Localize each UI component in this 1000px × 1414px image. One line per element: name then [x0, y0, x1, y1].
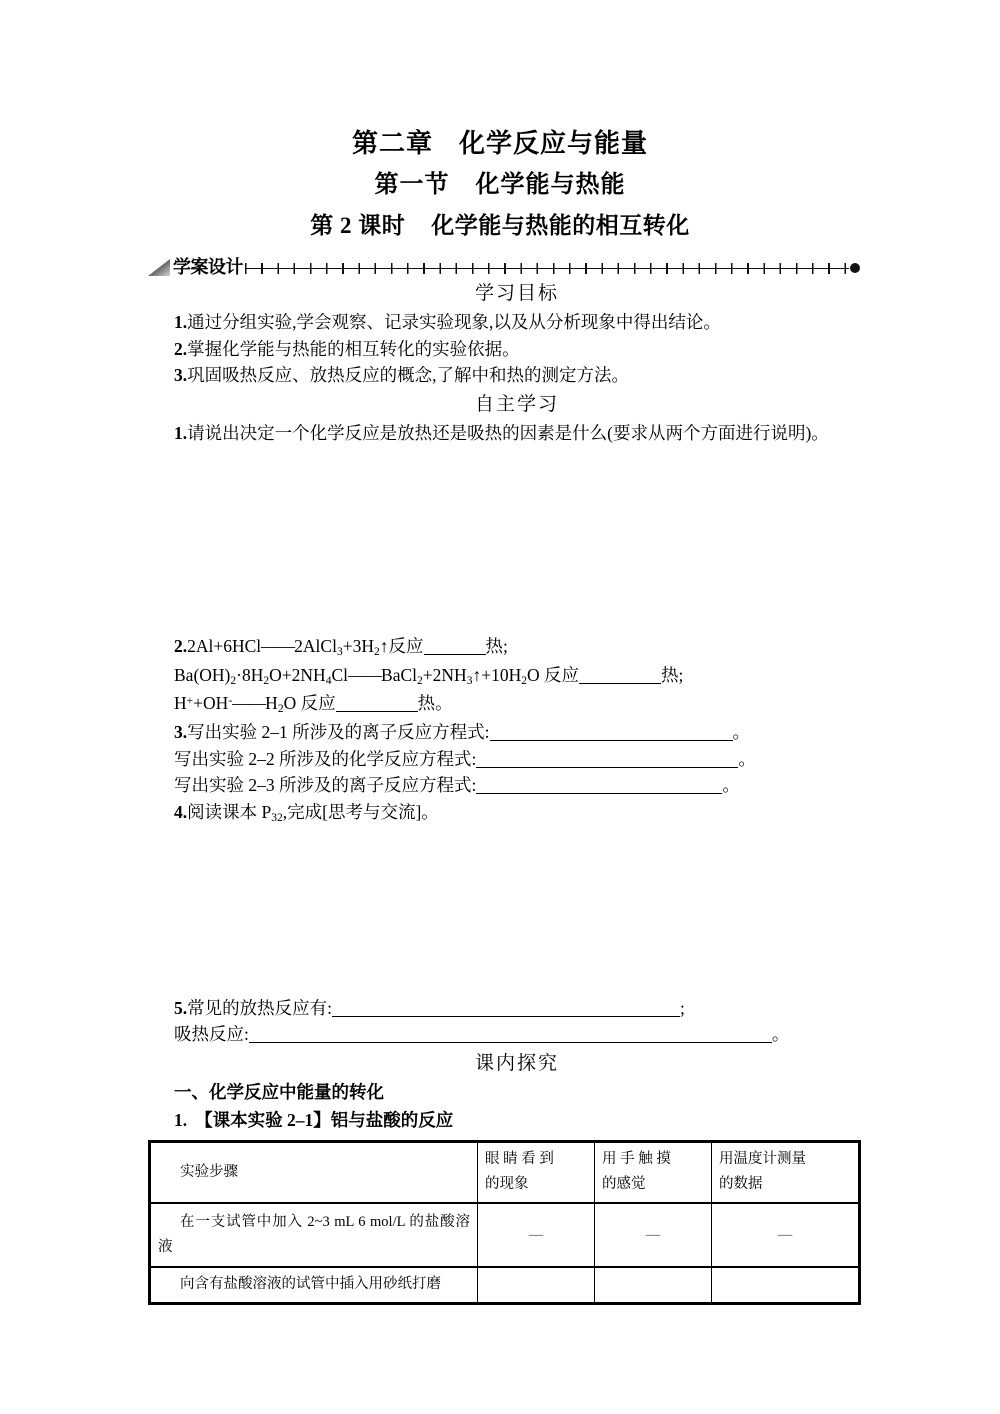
eq3-tail: 热。: [417, 693, 453, 714]
eq3-right-b: O 反应: [283, 693, 336, 714]
topic-text: 化学反应中能量的转化: [209, 1082, 384, 1103]
experiment-table: [148, 1140, 861, 1305]
eq2-right-c: ↑+10H: [472, 664, 522, 685]
blank-q5-line2[interactable]: [249, 1029, 772, 1043]
self-study-q2-eq1: [174, 633, 860, 662]
q2-number: 2.: [174, 635, 188, 656]
q5-number: 5.: [174, 997, 188, 1018]
eq2-right-b: +2NH: [422, 664, 467, 685]
table-cell-touch[interactable]: [595, 1267, 712, 1303]
table-cell-step: [150, 1203, 478, 1267]
self-study-q3-line1: [174, 719, 860, 746]
table-header-temperature-line2: 的数据: [719, 1176, 763, 1193]
eq2-arrow: ——: [348, 664, 382, 685]
eq2-tail: 热;: [661, 664, 684, 685]
table-header-observation: [478, 1141, 595, 1203]
eq3-left: H: [174, 693, 187, 714]
blank-q3-line2[interactable]: [476, 754, 738, 768]
eq2-right-d: O 反应: [527, 664, 580, 685]
table-row: [150, 1267, 860, 1303]
eq1-left: 2Al+6HCl: [187, 635, 262, 656]
eq2-left-d: Cl: [331, 664, 349, 685]
eq2-right-a-sub: 2: [417, 674, 423, 687]
objective-text: 巩固吸热反应、放热反应的概念,了解中和热的测定方法。: [187, 365, 629, 386]
q4-text-b: ,完成[思考与交流]。: [282, 802, 439, 823]
eq2-left-a: Ba(OH): [174, 664, 231, 685]
q5-line2-label: 吸热反应:: [174, 1024, 249, 1045]
q3-line3-label: 写出实验 2–3 所涉及的离子反应方程式:: [174, 775, 477, 796]
eq2-right-c-sub: 2: [521, 674, 528, 687]
self-study-heading: 自主学习: [474, 393, 559, 415]
eq3-right-a-sub: 2: [277, 703, 284, 716]
blank-q5-line1[interactable]: [332, 1003, 680, 1017]
eq2-right-b-sub: 3: [466, 674, 473, 687]
q3-number: 3.: [174, 722, 188, 743]
q3-line2-label: 写出实验 2–2 所涉及的化学反应方程式:: [174, 748, 477, 769]
eq1-right-b: +3H: [342, 635, 375, 656]
objective-number: 3.: [174, 365, 188, 386]
blank-eq2[interactable]: [579, 670, 661, 684]
table-header-row: [150, 1141, 860, 1203]
objective-text: 掌握化学能与热能的相互转化的实验依据。: [187, 338, 520, 359]
objective-item: [174, 336, 860, 363]
q3-line3-tail: 。: [722, 775, 740, 796]
eq1-arrow: ——: [261, 635, 295, 656]
blank-q3-line1[interactable]: [490, 727, 733, 741]
eq2-left-b: ·8H: [236, 664, 264, 685]
section-title-prefix: 第一节: [374, 171, 450, 198]
blank-q3-line3[interactable]: [476, 780, 722, 794]
self-study-q3-line2: [174, 746, 860, 773]
eq2-left-c-sub: 4: [325, 674, 332, 687]
eq1-tail: 热;: [485, 635, 508, 656]
eq2-left-c: O+2NH: [269, 664, 326, 685]
table-cell-temperature[interactable]: [712, 1267, 860, 1303]
answer-space-q4[interactable]: [174, 828, 860, 995]
table-header-temperature: [712, 1141, 860, 1203]
self-study-q2-eq3: [174, 690, 860, 719]
chapter-title-main: 化学反应与能量: [459, 129, 649, 158]
lesson-title: [0, 211, 1000, 241]
objective-item: [174, 309, 860, 336]
self-study-q5-line1: [174, 995, 860, 1022]
self-study-q4: [174, 799, 860, 828]
table-header-observation-line1: 眼 睛 看 到: [485, 1151, 554, 1168]
eq1-right-c: ↑反应: [379, 635, 424, 656]
title-block: [0, 0, 1000, 241]
eq3-left-sup: +: [186, 695, 194, 708]
table-header-touch-line2: 的感觉: [602, 1176, 646, 1193]
table-header-step-label: 实验步骤: [180, 1163, 238, 1180]
q4-number: 4.: [174, 802, 188, 823]
eq3-mid: +OH: [193, 693, 229, 714]
table-header-touch: [595, 1141, 712, 1203]
experiment-title-text: 【课本实验 2–1】铝与盐酸的反应: [195, 1109, 454, 1130]
eq3-mid-sup: -: [228, 695, 233, 708]
content-column: [148, 280, 860, 1134]
blank-eq3[interactable]: [336, 698, 418, 712]
q5-line2-tail: 。: [771, 1024, 790, 1045]
q1-text: 请说出决定一个化学反应是放热还是吸热的因素是什么(要求从两个方面进行说明)。: [187, 423, 829, 444]
lesson-title-main: 化学能与热能的相互转化: [431, 212, 690, 238]
experiment-number: 1.: [174, 1109, 188, 1130]
eq1-right-a: 2AlCl: [294, 635, 337, 656]
q3-line1-tail: 。: [732, 722, 750, 743]
eq1-right-a-sub: 3: [336, 646, 343, 659]
objectives-heading: 学习目标: [474, 282, 559, 304]
objective-number: 1.: [174, 312, 188, 333]
objective-number: 2.: [174, 338, 188, 359]
in-class-topic: [174, 1079, 860, 1106]
table-row: [150, 1203, 860, 1267]
answer-space-q1[interactable]: [174, 447, 860, 633]
gradient-triangle-icon: [148, 259, 170, 276]
filled-circle-marker: [850, 263, 860, 273]
q3-line1-label: 写出实验 2–1 所涉及的离子反应方程式:: [187, 722, 490, 743]
eq2-left-b-sub: 2: [263, 674, 270, 687]
objective-item: [174, 362, 860, 389]
section-title: [0, 170, 1000, 201]
self-study-q2-eq2: [174, 662, 860, 691]
blank-eq1[interactable]: [424, 641, 486, 655]
q5-line1-label: 常见的放热反应有:: [187, 997, 332, 1018]
table-header-touch-line1: 用 手 触 摸: [602, 1151, 671, 1168]
table-header-temperature-line1: 用温度计测量: [719, 1151, 806, 1168]
table-cell-touch[interactable]: —: [595, 1203, 712, 1267]
table-cell-observation[interactable]: —: [478, 1203, 595, 1267]
table-cell-step-text: 向含有盐酸溶液的试管中插入用砂纸打磨: [180, 1276, 441, 1293]
self-study-q1: [174, 420, 860, 447]
chapter-title: [0, 128, 1000, 161]
self-study-q5-line2: [174, 1021, 860, 1048]
q4-text-a: 阅读课本 P: [187, 802, 272, 823]
self-study-q3-line3: [174, 772, 860, 799]
table-cell-step: [150, 1267, 478, 1303]
experiment-table-wrapper: [148, 1140, 860, 1305]
objective-text: 通过分组实验,学会观察、记录实验现象,以及从分析现象中得出结论。: [187, 312, 721, 333]
q3-line2-tail: 。: [738, 748, 756, 769]
topic-number: 一、: [174, 1082, 209, 1103]
table-cell-temperature[interactable]: —: [712, 1203, 860, 1267]
eq1-right-b-sub: 2: [374, 646, 380, 659]
band-rule-ticks: [245, 263, 849, 274]
section-title-main: 化学能与热能: [475, 171, 626, 198]
chapter-title-prefix: 第二章: [351, 129, 433, 158]
band-label: 学案设计: [173, 256, 243, 278]
table-header-observation-line2: 的现象: [485, 1176, 529, 1193]
table-header-step: [150, 1141, 478, 1203]
band-rule: [245, 262, 860, 276]
eq2-left-a-sub: 2: [230, 674, 237, 687]
eq2-right-a: BaCl: [381, 664, 418, 685]
eq3-arrow: ——: [232, 693, 266, 714]
section-band-header: [148, 254, 860, 278]
q1-number: 1.: [174, 423, 188, 444]
in-class-heading: 课内探究: [474, 1052, 559, 1074]
q5-line1-tail: ;: [680, 997, 685, 1018]
table-cell-observation[interactable]: [478, 1267, 595, 1303]
q4-page-sub: 32: [271, 812, 283, 825]
eq3-right-a: H: [265, 693, 278, 714]
table-cell-step-text: 在一支试管中加入 2~3 mL 6 mol/L 的盐酸溶液: [158, 1213, 470, 1256]
in-class-experiment-title: [174, 1107, 860, 1134]
lesson-title-prefix: 第 2 课时: [310, 212, 406, 238]
